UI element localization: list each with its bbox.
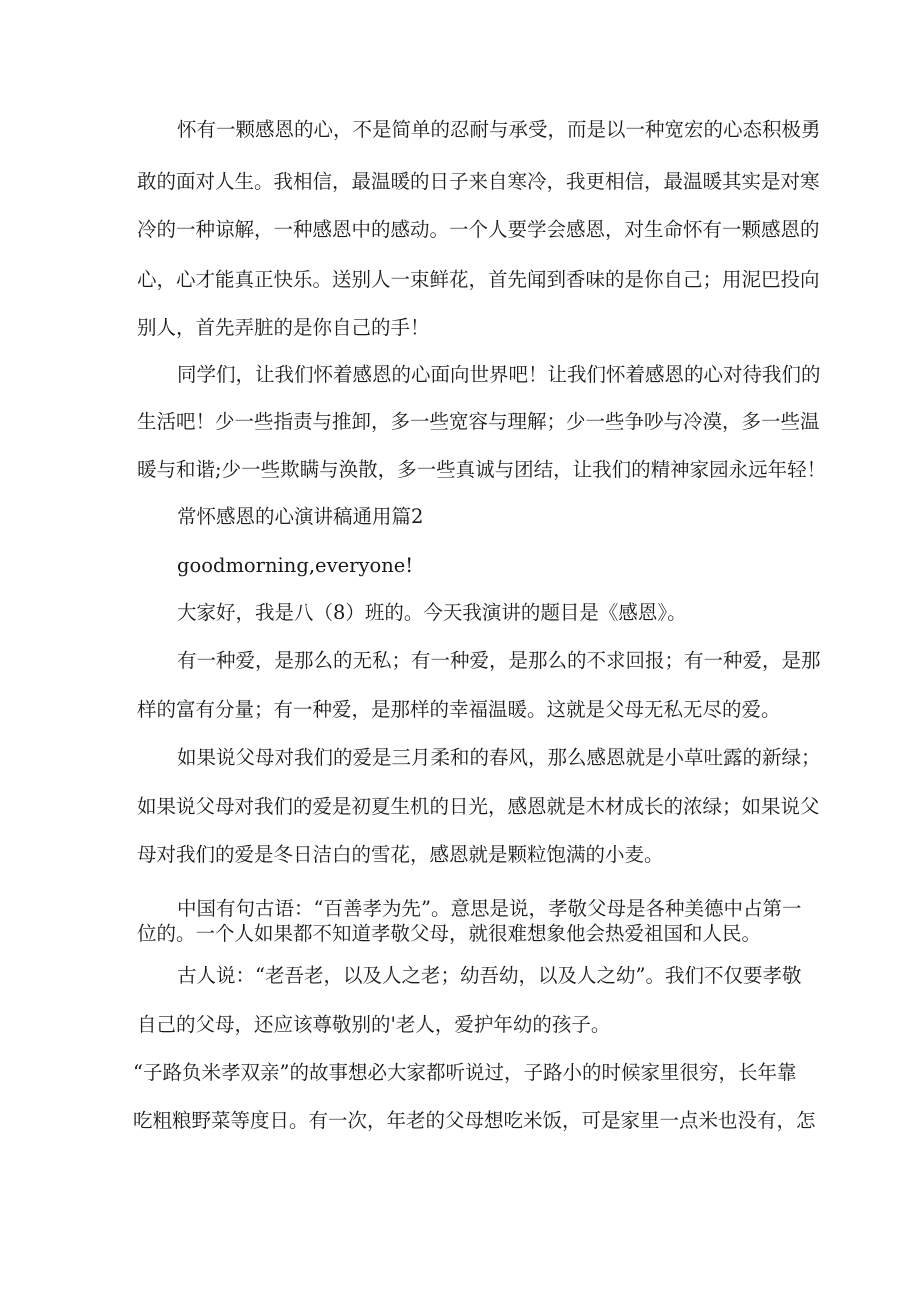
paragraph-line: 别人，首先弄脏的是你自己的手！ [137, 316, 430, 339]
paragraph-line: 心，心才能真正快乐。送别人一束鲜花，首先闻到香味的是你自己；用泥巴投向 [137, 268, 820, 291]
intro-line: 大家好，我是八（8）班的。今天我演讲的题目是《感恩》。 [177, 601, 687, 624]
paragraph-line: “子路负米孝双亲”的故事想必大家都听说过，子路小的时候家里很穷，长年靠 [133, 1061, 797, 1084]
paragraph-line: 中国有句古语：“百善孝为先”。意思是说，孝敬父母是各种美德中占第一 [177, 897, 802, 920]
paragraph-line: 暖与和谐;少一些欺瞒与涣散，多一些真诚与团结，让我们的精神家园永远年轻！ [137, 458, 827, 481]
paragraph-line: 生活吧！少一些指责与推卸，多一些宽容与理解；少一些争吵与冷漠，多一些温 [137, 410, 820, 433]
section-heading: 常怀感恩的心演讲稿通用篇2 [177, 505, 424, 528]
paragraph-line: 母对我们的爱是冬日洁白的雪花，感恩就是颗粒饱满的小麦。 [137, 843, 664, 866]
paragraph-line: 古人说：“老吾老，以及人之老；幼吾幼，以及人之幼”。我们不仅要孝敬 [177, 964, 802, 987]
paragraph-line: 自己的父母，还应该尊敬别的'老人，爱护年幼的孩子。 [137, 1013, 611, 1036]
paragraph-line: 吃粗粮野菜等度日。有一次，年老的父母想吃米饭，可是家里一点米也没有，怎 [133, 1109, 816, 1132]
paragraph-line: 有一种爱，是那么的无私；有一种爱，是那么的不求回报；有一种爱，是那 [177, 649, 821, 672]
paragraph-line: 如果说父母对我们的爱是初夏生机的日光，感恩就是木材成长的浓绿；如果说父 [137, 795, 820, 818]
paragraph-line: 敢的面对人生。我相信，最温暖的日子来自寒冷，我更相信，最温暖其实是对寒 [137, 170, 820, 193]
paragraph-line: 怀有一颗感恩的心，不是简单的忍耐与承受，而是以一种宽宏的心态积极勇 [177, 118, 821, 141]
paragraph-line: 位的。一个人如果都不知道孝敬父母，就很难想象他会热爱祖国和人民。 [137, 922, 762, 945]
paragraph-line: 如果说父母对我们的爱是三月柔和的春风，那么感恩就是小草吐露的新绿； [177, 746, 821, 769]
greeting-line: goodmorning,everyone! [177, 554, 414, 577]
paragraph-line: 同学们，让我们怀着感恩的心面向世界吧！让我们怀着感恩的心对待我们的 [177, 363, 821, 386]
paragraph-line: 冷的一种谅解，一种感恩中的感动。一个人要学会感恩，对生命怀有一颗感恩的 [137, 218, 820, 241]
paragraph-line: 样的富有分量；有一种爱，是那样的幸福温暖。这就是父母无私无尽的爱。 [137, 698, 781, 721]
